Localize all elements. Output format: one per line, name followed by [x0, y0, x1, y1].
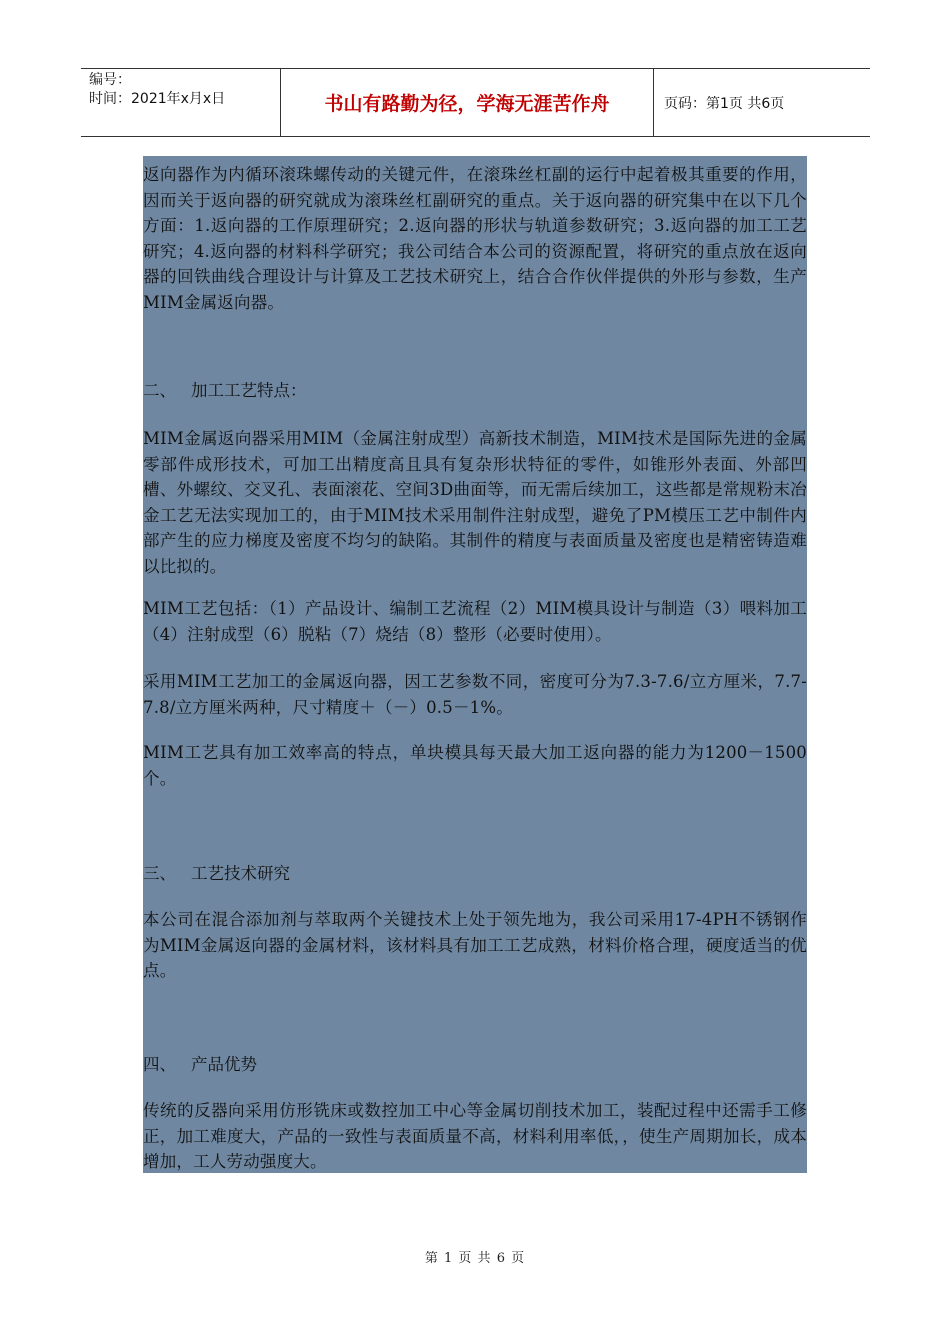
paragraph-efficiency: MIM工艺具有加工效率高的特点，单块模具每天最大加工返向器的能力为1200－1500个。: [143, 743, 807, 788]
header-page-label: 页码：第1页 共6页: [664, 95, 785, 112]
section-title: 加工工艺特点：: [191, 381, 307, 400]
intro-paragraph: 返向器作为内循环滚珠螺传动的关键元件，在滚珠丝杠副的运行中起着极其重要的作用，因而关于返向器的研究就成为滚珠丝杠副研究的重点。关于返向器的研究集中在以下几个方面：1.返向器的工作原理研究；2.返向器的形状与轨道参数研究；3.返向器的加工工艺研究；4.返向器的材料科学研究；我公司结合本公司的资源配置，将研究的重点放在返向器的回铁曲线合理设计与计算及工艺技术研究上，结合合作伙伴提供的外形与参数，生产MIM金属返向器。: [143, 165, 807, 312]
section-heading-3: [143, 861, 290, 886]
document-body: [143, 156, 807, 1173]
paragraph-density: 采用MIM工艺加工的金属返向器，因工艺参数不同，密度可分为7.3-7.6/立方厘米，7.7-7.8/立方厘米两种，尺寸精度＋（－）0.5－1%。: [143, 672, 807, 717]
section-title: 产品优势: [191, 1055, 257, 1074]
page-footer: 第 1 页 共 6 页: [424, 1251, 526, 1266]
paragraph-technology: 本公司在混合添加剂与萃取两个关键技术上处于领先地为，我公司采用17-4PH不锈钢作为MIM金属返向器的金属材料，该材料具有加工工艺成熟，材料价格合理，硬度适当的优点。: [143, 910, 807, 981]
number-label: 编号：: [89, 72, 131, 88]
paragraph-mim-steps: MIM工艺包括：（1）产品设计、编制工艺流程（2）MIM模具设计与制造（3）喂料加工（4）注射成型（6）脱粘（7）烧结（8）整形（必要时使用）。: [143, 599, 807, 644]
section-number: 二、: [143, 381, 176, 400]
date-label: 时间：2021年x月x日: [89, 91, 226, 107]
page-header: [81, 68, 870, 137]
section-number: 四、: [143, 1055, 176, 1074]
paragraph-advantages: 传统的反器向采用仿形铣床或数控加工中心等金属切削技术加工，装配过程中还需手工修正，加工难度大，产品的一致性与表面质量不高，材料利用率低，，使生产周期加长，成本增加，工人劳动强度大。: [143, 1101, 807, 1172]
paragraph-mim-intro: MIM金属返向器采用MIM（金属注射成型）高新技术制造，MIM技术是国际先进的金属零部件成形技术，可加工出精度高且具有复杂形状特征的零件，如锥形外表面、外部凹槽、外螺纹、交叉孔、表面滚花、空间3D曲面等，而无需后续加工，这些都是常规粉末冶金工艺无法实现加工的，由于MIM技术采用制件注射成型，避免了PM模压工艺中制件内部产生的应力梯度及密度不均匀的缺陷。其制件的精度与表面质量及密度也是精密铸造难以比拟的。: [143, 429, 807, 576]
header-motto: 书山有路勤为径，学海无涯苦作舟: [281, 69, 654, 136]
header-meta: [81, 69, 281, 136]
section-heading-4: [143, 1052, 257, 1077]
section-number: 三、: [143, 864, 176, 883]
section-title: 工艺技术研究: [191, 864, 290, 883]
section-heading-2: [143, 378, 307, 403]
